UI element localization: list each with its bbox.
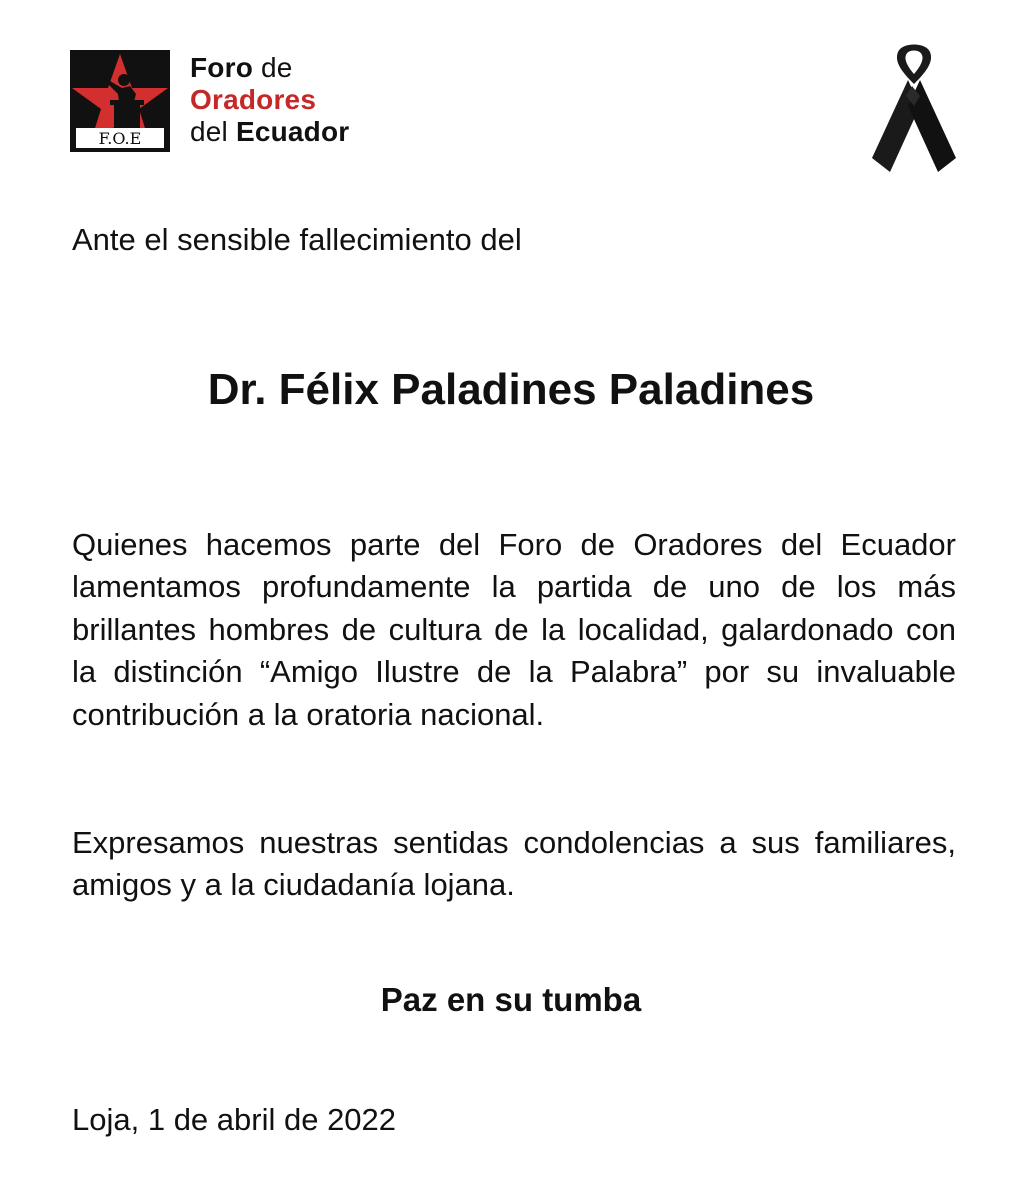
logo-line-2 [190,84,349,116]
foe-speaker-emblem-icon [70,50,170,152]
logo-oradores: Oradores [190,84,317,115]
intro-text: Ante el sensible fallecimiento del [72,222,522,257]
logo-wordmark [190,52,349,148]
deceased-name-heading: Dr. Félix Paladines Paladines [207,365,815,414]
logo-del: del [190,116,236,147]
logo-mark-text: F.O.E [98,129,142,148]
logo-line-1 [190,52,349,84]
foro-oradores-logo [70,50,380,154]
logo-line-3 [190,116,349,148]
logo-de: de [253,52,293,83]
place-date-line: Loja, 1 de abril de 2022 [72,1102,397,1137]
mourning-ribbon-icon [868,40,960,174]
logo-foro: Foro [190,52,254,83]
condolence-paragraph-2: Expresamos nuestras sentidas condolencias a sus familiares, amigos y a la ciudadanía lojana. [72,825,956,903]
condolence-paragraph-1: Quienes hacemos parte del Foro de Oradores del Ecuador lamentamos profundamente la partida de uno de los más brillantes hombres de cultura de la localidad, galardonado con la distinción “Amigo Ilustre de la Palabra” por su invaluable contribución a la oratoria nacional. [72,527,956,732]
logo-ecuador: Ecuador [235,116,350,147]
closing-phrase: Paz en su tumba [380,981,642,1018]
